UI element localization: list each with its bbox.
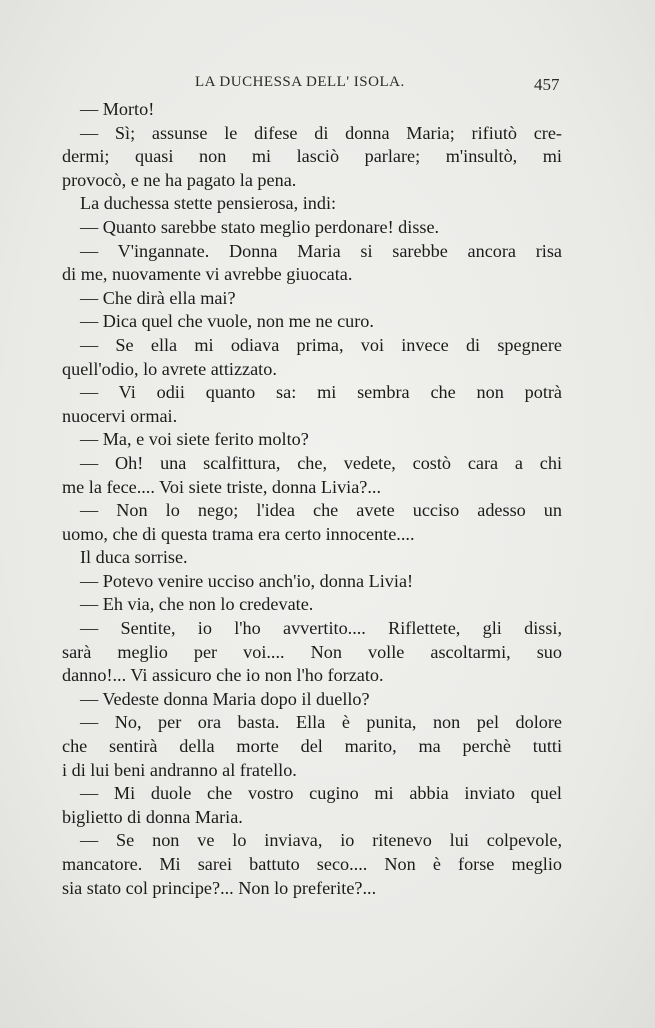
text-line: — Sì; assunse le difese di donna Maria; rifiutò cre- [80,122,562,143]
text-line: — Dica quel che vuole, non me ne curo. [80,311,374,332]
text-line: — Non lo nego; l'idea che avete ucciso adesso un [80,500,562,521]
body-text [62,98,562,900]
text-line: uomo, che di questa trama era certo innocente.... [62,523,415,544]
running-title: LA DUCHESSA DELL' ISOLA. [195,74,405,90]
text-line: quell'odio, lo avrete attizzato. [62,358,277,379]
text-line: — Vedeste donna Maria dopo il duello? [80,688,370,709]
text-line: mancatore. Mi sarei battuto seco.... Non è forse meglio [62,854,562,874]
text-line: dermi; quasi non mi lasciò parlare; m'insultò, mi [62,146,562,167]
text-line: — Se ella mi odiava prima, voi invece di spegnere [80,334,562,355]
text-line: — No, per ora basta. Ella è punita, non pel dolore [80,712,562,733]
text-line: — V'ingannate. Donna Maria si sarebbe ancora risa [80,240,562,261]
text-line: danno!... Vi assicuro che io non l'ho forzato. [62,665,384,686]
text-line: — Se non ve lo inviava, io ritenevo lui colpevole, [80,830,562,851]
text-line: — Che dirà ella mai? [80,287,236,308]
text-line: sia stato col principe?... Non lo preferite?... [62,877,377,898]
text-line: La duchessa stette pensierosa, indi: [80,193,337,214]
text-line: — Ma, e voi siete ferito molto? [80,429,309,450]
text-line: sarà meglio per voi.... Non volle ascoltarmi, suo [62,641,562,662]
text-line: biglietto di donna Maria. [62,806,243,827]
text-line: — Morto! [80,99,155,119]
page-number: 457 [534,75,560,94]
text-line: — Quanto sarebbe stato meglio perdonare! disse. [80,216,440,237]
text-line: — Potevo venire ucciso anch'io, donna Livia! [80,570,414,591]
text-line: che sentirà della morte del marito, ma perchè tutti [62,736,562,757]
text-line: Il duca sorrise. [80,547,188,568]
text-line: — Sentite, io l'ho avvertito.... Riflettete, gli dissi, [80,618,562,639]
text-line: nuocervi ormai. [62,405,178,426]
text-line: — Oh! una scalfittura, che, vedete, costò cara a chi [80,452,562,473]
text-line: — Eh via, che non lo credevate. [80,594,314,615]
text-line: i di lui beni andranno al fratello. [62,759,297,780]
text-line: — Vi odii quanto sa: mi sembra che non potrà [80,382,562,403]
text-line: — Mi duole che vostro cugino mi abbia inviato quel [80,783,562,804]
text-line: di me, nuovamente vi avrebbe giuocata. [62,264,353,285]
page-header [0,74,655,98]
text-line: me la fece.... Voi siete triste, donna Livia?... [62,476,382,497]
text-line: provocò, e ne ha pagato la pena. [62,169,297,190]
